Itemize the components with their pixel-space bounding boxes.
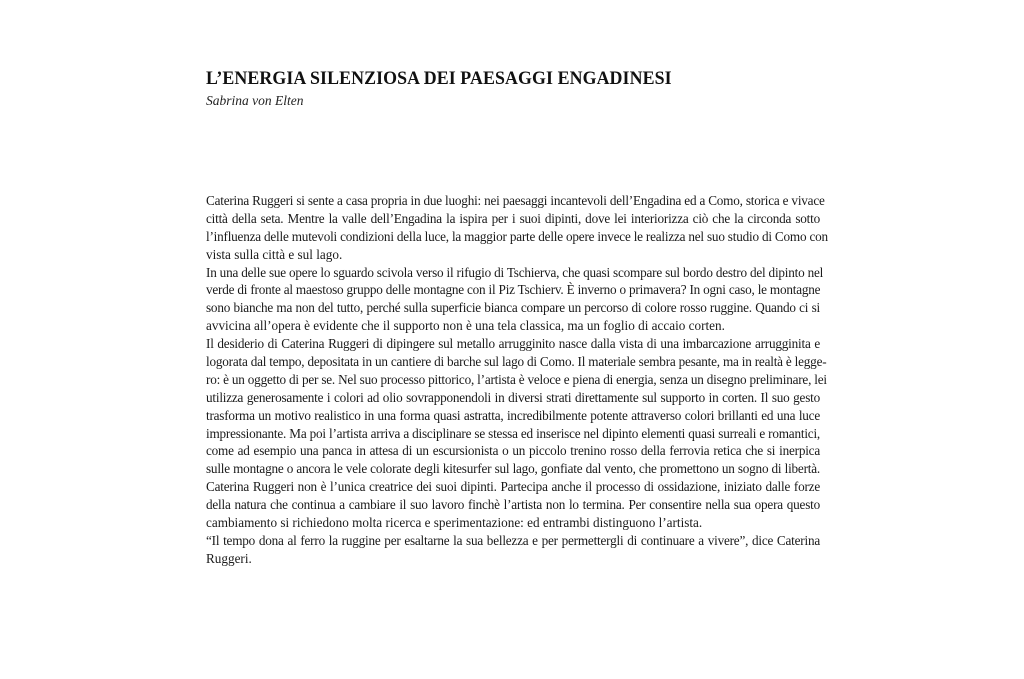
body-text-line: verde di fronte al maestoso gruppo delle montagne con il Piz Tschierv. È inverno o primavera? In ogni caso, le montagne (206, 282, 821, 298)
body-text-line: trasforma un motivo realistico in una forma quasi astratta, incredibilmente potente attraverso colori brillanti ed una luce (206, 407, 820, 423)
body-text-line: “Il tempo dona al ferro la ruggine per esaltarne la sua bellezza e per permettergli di continuare a vivere”, dice Caterina (206, 532, 820, 548)
body-text-line: logorata dal tempo, depositata in un cantiere di barche sul lago di Como. Il materiale sembra pesante, ma in realtà è legge- (206, 354, 827, 370)
body-text-line: Caterina Ruggeri si sente a casa propria in due luoghi: nei paesaggi incantevoli dell’Engadina ed a Como, storica e vivace (206, 193, 825, 208)
body-text-line: sulle montagne o ancora le vele colorate degli kitesurfer sul lago, gonfiate dal vento, che promettono un sogno di libertà. (206, 461, 820, 477)
body-text-line: della natura che continua a cambiare il suo lavoro finchè l’artista non lo termina. Per consentire nella sua opera questo (206, 497, 820, 513)
body-text-line: vista sulla città e sul lago. (206, 246, 343, 262)
body-text-line: avvicina all’opera è evidente che il supporto non è una tela classica, ma un foglio di accaio corten. (206, 318, 725, 334)
body-text-line: In una delle sue opere lo sguardo scivola verso il rifugio di Tschierva, che quasi scompare sul bordo destro del dipinto nel (206, 264, 824, 280)
article-body (206, 192, 828, 568)
body-text-line: sono bianche ma non del tutto, perché sulla superficie bianca compare un percorso di colore rosso ruggine. Quando ci si (206, 300, 820, 316)
body-text-line: come ad esempio una panca in attesa di un escursionista o un piccolo trenino rosso della ferrovia retica che si inerpica (206, 443, 820, 459)
article-title: L’ENERGIA SILENZIOSA DEI PAESAGGI ENGADINESI (206, 68, 672, 89)
body-text-line: Ruggeri. (206, 550, 252, 566)
body-text-line: Il desiderio di Caterina Ruggeri di dipingere sul metallo arrugginito nasce dalla vista di una imbarcazione arrugginita e (206, 336, 820, 352)
body-text-line: ro: è un oggetto di per se. Nel suo processo pittorico, l’artista è veloce e piena di energia, senza un disegno preliminare, lei (206, 371, 827, 387)
body-text-line: città della seta. Mentre la valle dell’Engadina la ispira per i suoi dipinti, dove lei interiorizza ciò che la circonda sotto (206, 210, 820, 226)
body-text-line: utilizza generosamente i colori ad olio sovrapponendoli in diversi strati direttamente sul supporto in corten. Il suo gesto (206, 389, 820, 405)
body-text-line: l’influenza delle mutevoli condizioni della luce, la maggior parte delle opere invece le realizza nel suo studio di Como con (206, 228, 828, 244)
body-text-line: Caterina Ruggeri non è l’unica creatrice dei suoi dipinti. Partecipa anche il processo di ossidazione, iniziato dalle forze (206, 479, 820, 495)
body-text-line: cambiamento si richiedono molta ricerca e sperimentazione: ed entrambi distinguono l’artista. (206, 515, 703, 531)
body-text-line: impressionante. Ma poi l’artista arriva a disciplinare se stessa ed inserisce nel dipinto elementi quasi surreali e romantici, (206, 425, 820, 441)
article-author: Sabrina von Elten (206, 93, 304, 108)
